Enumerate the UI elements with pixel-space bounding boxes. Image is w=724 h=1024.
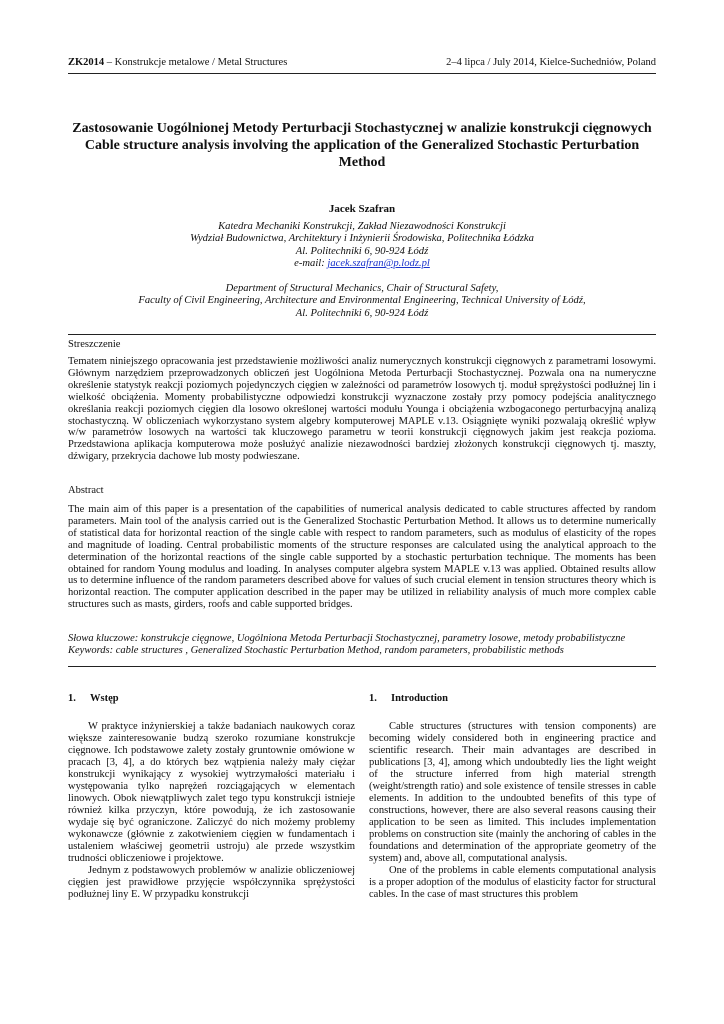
email-prefix: e-mail: (294, 258, 328, 270)
title-polish: Zastosowanie Uogólnionej Metody Perturbacji Stochastycznej w analizie konstrukcji cięgnowych (72, 121, 652, 136)
title-english: Cable structure analysis involving the application of the Generalized Stochastic Perturbation Method (84, 138, 640, 171)
paragraph: Cable structures (structures with tension components) are becoming widely considered both in engineering practice and scientific research. Their main advantages are described in publications [3, 4], among which undoubtedly lies the light weight of the structure inferred from high material strength (weight/strength ratio) and sole existence of tensile stresses in cable elements. In addition to the undoubted benefits of this type of constructions, however, there are also several reasons causing their application to be seen as limited. This includes implementation problems on construction site (mainly the anchoring of cables in the foundations and determination of the appropriate geometry of the system) and, above all, computational analysis. (369, 721, 656, 864)
paragraph: One of the problems in cable elements computational analysis is a proper adoption of the modulus of elasticity factor for structural cables. In the case of mast structures this problem (369, 865, 656, 900)
email-link[interactable]: jacek.szafran@p.lodz.pl (327, 258, 430, 270)
affiliation-en-line3: Al. Politechniki 6, 90-924 Łódź (295, 307, 429, 319)
affiliation-polish (68, 221, 656, 271)
section-title: Introduction (391, 693, 448, 704)
section-heading-introduction (369, 693, 656, 705)
affiliation-english (68, 283, 656, 320)
abstract-top-rule (68, 334, 656, 335)
affiliation-pl-line1: Katedra Mechaniki Konstrukcji, Zakład Niezawodności Konstrukcji (218, 221, 506, 232)
keywords-english: Keywords: cable structures , Generalized Stochastic Perturbation Method, random parameters, probabilistic methods (68, 645, 564, 657)
paragraph: W praktyce inżynierskiej a także badaniach naukowych coraz większe zainteresowanie budzą szeroko rozumiane konstrukcje cięgnowe. Ich podstawowe zalety zostały gruntownie omówione w pracach [3, 4], a do których bez wątpienia należy mały ciężar konstrukcji wynikający z wysokiej wytrzymałości materiału i występowania tylko naprężeń rozciągających w elementach linowych. Obok niewątpliwych zalet tego typu konstrukcji istnieje również kilka przyczyn, które powodują, że ich zastosowanie wydaje się być ograniczone. Zaliczyć do nich możemy problemy wykonawcze (głównie z zakotwieniem cięgien w fundamentach i ustaleniem właściwej geometrii ustroju) ale przede wszystkim trudności obliczeniowe i projektowe. (68, 721, 355, 864)
section-heading-wstep (68, 693, 355, 705)
affiliation-pl-line2: Wydział Budownictwa, Architektury i Inżynierii Środowiska, Politechnika Łódzka (190, 233, 534, 245)
section-number: 1. (68, 693, 76, 704)
streszczenie-label: Streszczenie (68, 339, 121, 350)
email-line (68, 258, 656, 270)
section-number: 1. (369, 693, 377, 704)
column-polish (68, 693, 355, 901)
paragraph: Jednym z podstawowych problemów w analizie obliczeniowej cięgien jest prawidłowe przyjęcie współczynnika sprężystości podłużnej liny E. W przypadku konstrukcji (68, 865, 355, 900)
header-journal (68, 57, 287, 68)
section-title: Wstęp (90, 693, 119, 704)
column-english (369, 693, 656, 901)
header-rule (68, 73, 656, 74)
journal-name: – Konstrukcje metalowe / Metal Structures (104, 57, 288, 68)
keywords-block (68, 633, 656, 657)
keywords-bottom-rule (68, 666, 656, 667)
abstract-text: The main aim of this paper is a presentation of the capabilities of numerical analysis dedicated to cable structures affected by random parameters. Main tool of the analysis carried out is the Generalized Stochastic Perturbation Method. It allows us to determine numerically of statistical data for horizontal reaction of the single cable with respect to random parameters, such as modulus of elasticity of the ropes and magnitude of loading. Central probabilistic moments of the structure responses are calculated using the analytical approach to the determination of the horizontal reactions of the single cable supported by a stochastic perturbation technique. The moments has been obtained for random Young modulus and loading. In analyses computer algebra system MAPLE v.13 was applied. Obtained results allow us to determine influence of the random parameters described above for values of such crucial element in tension structures theory which is horizontal reaction. The computer application described in the paper may be utilized in reliability analysis of much more complex cable structures such as masts, girders, roofs and cable supported bridges. (68, 504, 656, 611)
affiliation-en-line2: Faculty of Civil Engineering, Architecture and Environmental Engineering, Technical University of Łódź, (138, 295, 586, 307)
keywords-polish: Słowa kluczowe: konstrukcje cięgnowe, Uogólniona Metoda Perturbacji Stochastycznej, parametry losowe, metody probabilistyczne (68, 633, 626, 644)
abstract-label: Abstract (68, 485, 104, 496)
affiliation-pl-line3: Al. Politechniki 6, 90-924 Łódź (295, 245, 429, 257)
journal-code: ZK2014 (68, 57, 105, 68)
header-conference: 2–4 lipca / July 2014, Kielce-Suchedniów, Poland (446, 57, 656, 68)
author-name: Jacek Szafran (328, 203, 396, 215)
affiliation-en-line1: Department of Structural Mechanics, Chair of Structural Safety, (225, 283, 499, 294)
streszczenie-text: Tematem niniejszego opracowania jest przedstawienie możliwości analiz numerycznych konstrukcji cięgnowych z parametrami losowymi. Głównym narzędziem przeprowadzonych obliczeń jest Uogólniona Metoda Perturbacji Stochastycznej. Pozwala ona na numeryczne określenie statystyk reakcji poziomych pojedynczych cięgien w zależności od parametrów losowych tj. moduł sprężystości podłużnej lin i wielkość obciążenia. Momenty probabilistyczne odpowiedzi konstrukcji wyznaczone zostały przy pomocy podejścia analitycznego określania reakcji poziomych cięgien dla losowo określonej wartości modułu Younga i obciążenia wzbogaconego perturbacyjną analizą stochastyczną. W obliczeniach wykorzystano system algebry komputerowej MAPLE v.13. Osiągnięte wyniki pozwalają określić wpływ w/w parametrów losowych na wartości tak kluczowego parametru w teorii konstrukcji cięgnowych jakim jest reakcja pozioma. Przedstawiona aplikacja komputerowa może posłużyć analizie niezawodności bardziej złożonych konstrukcji cięgnowych tj. maszty, dźwigary, przekrycia dachowe lub mosty podwieszane. (68, 356, 656, 463)
title-block (68, 120, 656, 172)
